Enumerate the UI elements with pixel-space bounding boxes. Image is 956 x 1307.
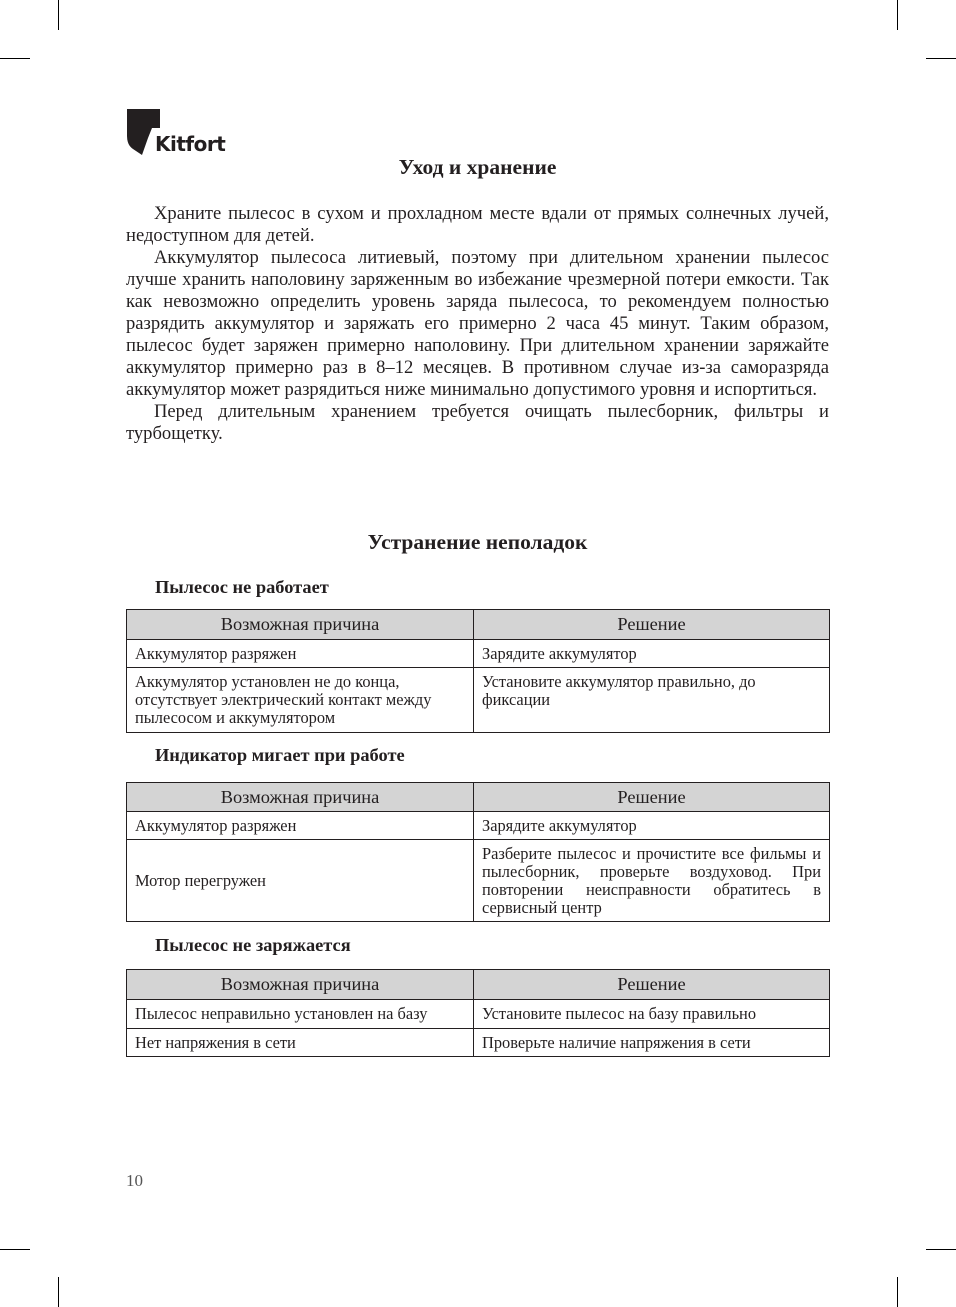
solution-cell: Зарядите аккумулятор (474, 640, 830, 668)
crop-mark (897, 0, 898, 30)
solution-cell: Зарядите аккумулятор (474, 812, 830, 840)
crop-mark (0, 1249, 30, 1250)
table-row (127, 812, 830, 840)
cause-cell: Аккумулятор разряжен (127, 640, 474, 668)
solution-cell: Установите пылесос на базу правильно (474, 1000, 830, 1029)
cause-cell: Аккумулятор разряжен (127, 812, 474, 840)
crop-mark (58, 0, 59, 30)
troubleshooting-table (126, 782, 830, 922)
table-heading: Пылесос не работает (155, 577, 329, 597)
table-heading: Пылесос не заряжается (155, 935, 351, 955)
table-header-row (127, 610, 830, 640)
table-row (127, 840, 830, 922)
section-title-troubleshooting: Устранение неполадок (367, 530, 588, 554)
care-paragraph: Храните пылесос в сухом и прохладном месте вдали от прямых солнечных лучей, недоступном для детей. (126, 203, 829, 246)
table-row (127, 1000, 830, 1029)
troubleshooting-table (126, 609, 830, 733)
troubleshooting-table (126, 969, 830, 1057)
table-header-row (127, 970, 830, 1000)
column-header-solution: Решение (474, 783, 830, 812)
care-paragraph: Аккумулятор пылесоса литиевый, поэтому при длительном хранении пылесос лучше хранить наполовину заряженным во избежание чрезмерной потери емкости. Так как невозможно определить уровень заряда пылесоса, то рекомендуем полностью разрядить аккумулятор и заряжать его примерно 2 часа 45 минут. Таким образом, пылесос будет заряжен примерно наполовину. При длительном хранении заряжайте аккумулятор примерно раз в 8–12 месяцев. В противном случае из-за саморазряда аккумулятор может разрядиться ниже минимально допустимого уровня и испортиться. (126, 247, 829, 400)
column-header-solution: Решение (474, 610, 830, 640)
table-header-row (127, 783, 830, 812)
solution-cell: Установите аккумулятор правильно, до фиксации (474, 668, 830, 733)
crop-mark (926, 58, 956, 59)
care-text (126, 203, 829, 445)
crop-mark (0, 58, 30, 59)
brand-logo (126, 108, 226, 158)
column-header-cause: Возможная причина (127, 970, 474, 1000)
cause-cell: Аккумулятор установлен не до конца, отсутствует электрический контакт между пылесосом и аккумулятором (127, 668, 474, 733)
table-row (127, 668, 830, 733)
cause-cell: Нет напряжения в сети (127, 1029, 474, 1057)
cause-cell: Мотор перегружен (127, 840, 474, 922)
crop-mark (58, 1277, 59, 1307)
brand-name: Kitfort (155, 132, 226, 156)
page-number: 10 (126, 1171, 143, 1190)
crop-mark (926, 1249, 956, 1250)
table-row (127, 640, 830, 668)
care-paragraph: Перед длительным хранением требуется очищать пылесборник, фильтры и турбощетку. (126, 401, 829, 444)
table-heading: Индикатор мигает при работе (155, 745, 405, 765)
column-header-solution: Решение (474, 970, 830, 1000)
cause-cell: Пылесос неправильно установлен на базу (127, 1000, 474, 1029)
column-header-cause: Возможная причина (127, 610, 474, 640)
section-title-care: Уход и хранение (398, 155, 557, 179)
solution-cell: Разберите пылесос и прочистите все фильмы и пылесборник, проверьте воздуховод. При повторении неисправности обратитесь в сервисный центр (474, 840, 830, 922)
column-header-cause: Возможная причина (127, 783, 474, 812)
solution-cell: Проверьте наличие напряжения в сети (474, 1029, 830, 1057)
table-row (127, 1029, 830, 1057)
crop-mark (897, 1277, 898, 1307)
